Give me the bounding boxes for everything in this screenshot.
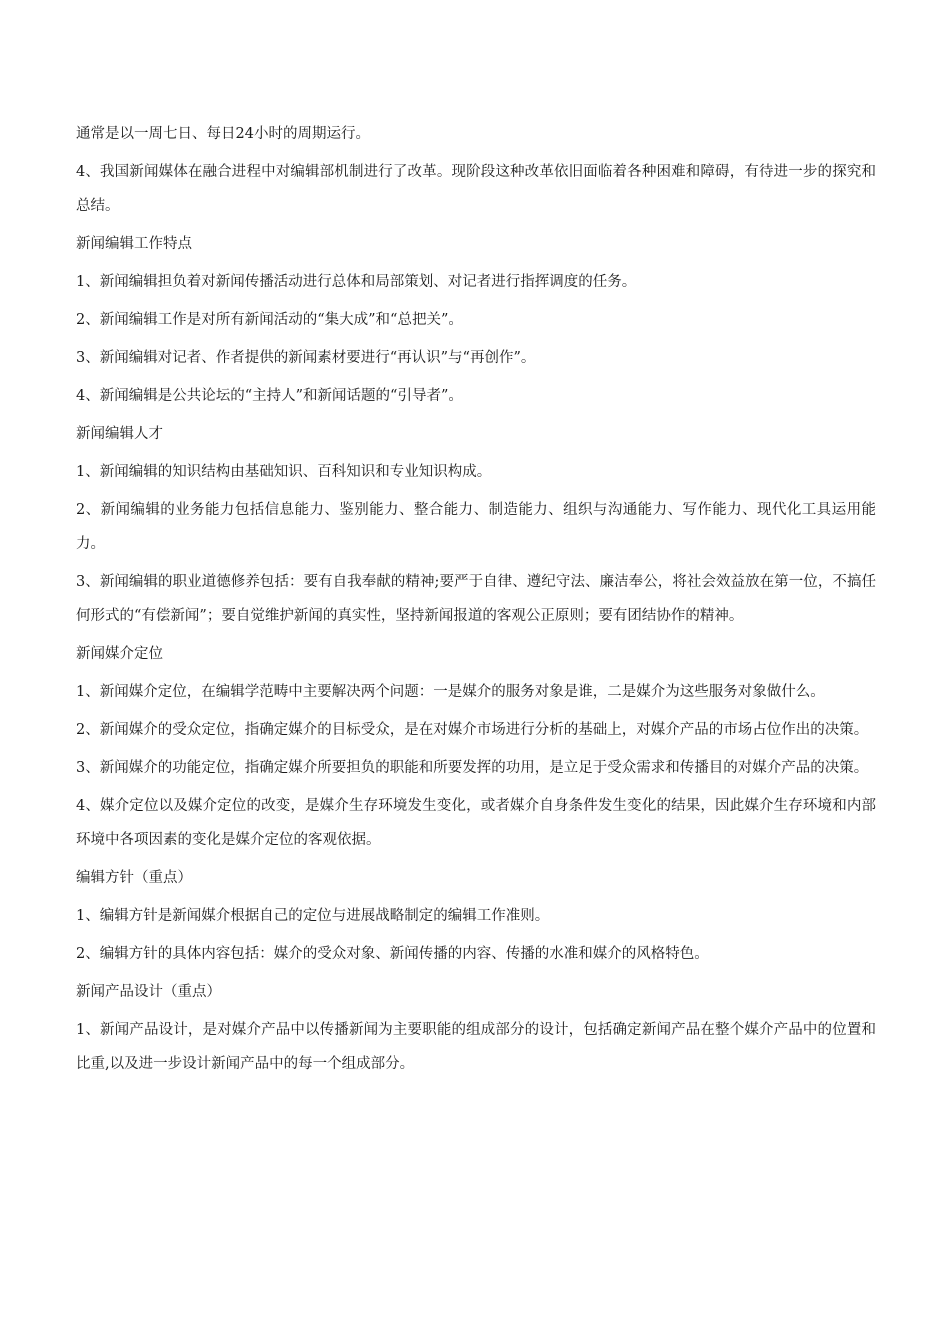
paragraph: 2、新闻媒介的受众定位，指确定媒介的目标受众，是在对媒介市场进行分析的基础上，对媒介产品的市场占位作出的决策。 <box>76 722 869 738</box>
section-heading: 新闻产品设计（重点） <box>76 984 221 1000</box>
paragraph: 2、编辑方针的具体内容包括：媒介的受众对象、新闻传播的内容、传播的水准和媒介的风格特色。 <box>76 946 709 962</box>
paragraph: 4、媒介定位以及媒介定位的改变，是媒介生存环境发生变化，或者媒介自身条件发生变化的结果，因此媒介生存环境和内部环境中各项因素的变化是媒介定位的客观依据。 <box>76 798 876 848</box>
paragraph: 2、新闻编辑工作是对所有新闻活动的“集大成”和“总把关”。 <box>76 312 463 328</box>
paragraph: 1、新闻媒介定位，在编辑学范畴中主要解决两个问题：一是媒介的服务对象是谁，二是媒介为这些服务对象做什么。 <box>76 684 825 700</box>
paragraph: 2、新闻编辑的业务能力包括信息能力、鉴别能力、整合能力、制造能力、组织与沟通能力、写作能力、现代化工具运用能力。 <box>76 502 876 552</box>
paragraph: 4、新闻编辑是公共论坛的“主持人”和新闻话题的“引导者”。 <box>76 388 463 404</box>
section-heading: 新闻编辑人才 <box>76 426 163 442</box>
paragraph: 1、新闻产品设计，是对媒介产品中以传播新闻为主要职能的组成部分的设计，包括确定新闻产品在整个媒介产品中的位置和比重,以及进一步设计新闻产品中的每一个组成部分。 <box>76 1022 876 1072</box>
section-heading: 新闻编辑工作特点 <box>76 236 192 252</box>
paragraph: 3、新闻编辑对记者、作者提供的新闻素材要进行“再认识”与“再创作”。 <box>76 350 536 366</box>
paragraph: 3、新闻编辑的职业道德修养包括：要有自我奉献的精神;要严于自律、遵纪守法、廉洁奉公，将社会效益放在第一位，不搞任何形式的“有偿新闻”；要自觉维护新闻的真实性，坚持新闻报道的客观公正原则；要有团结协作的精神。 <box>76 574 876 624</box>
paragraph: 3、新闻媒介的功能定位，指确定媒介所要担负的职能和所要发挥的功用，是立足于受众需求和传播目的对媒介产品的决策。 <box>76 760 869 776</box>
document-page <box>76 117 876 1085</box>
section-heading: 编辑方针（重点） <box>76 870 192 886</box>
section-heading: 新闻媒介定位 <box>76 646 163 662</box>
paragraph: 1、编辑方针是新闻媒介根据自己的定位与进展战略制定的编辑工作准则。 <box>76 908 550 924</box>
paragraph: 通常是以一周七日、每日24小时的周期运行。 <box>76 126 370 142</box>
paragraph: 1、新闻编辑担负着对新闻传播活动进行总体和局部策划、对记者进行指挥调度的任务。 <box>76 274 637 290</box>
paragraph: 4、我国新闻媒体在融合进程中对编辑部机制进行了改革。现阶段这种改革依旧面临着各种困难和障碍，有待进一步的探究和总结。 <box>76 164 876 214</box>
paragraph: 1、新闻编辑的知识结构由基础知识、百科知识和专业知识构成。 <box>76 464 492 480</box>
